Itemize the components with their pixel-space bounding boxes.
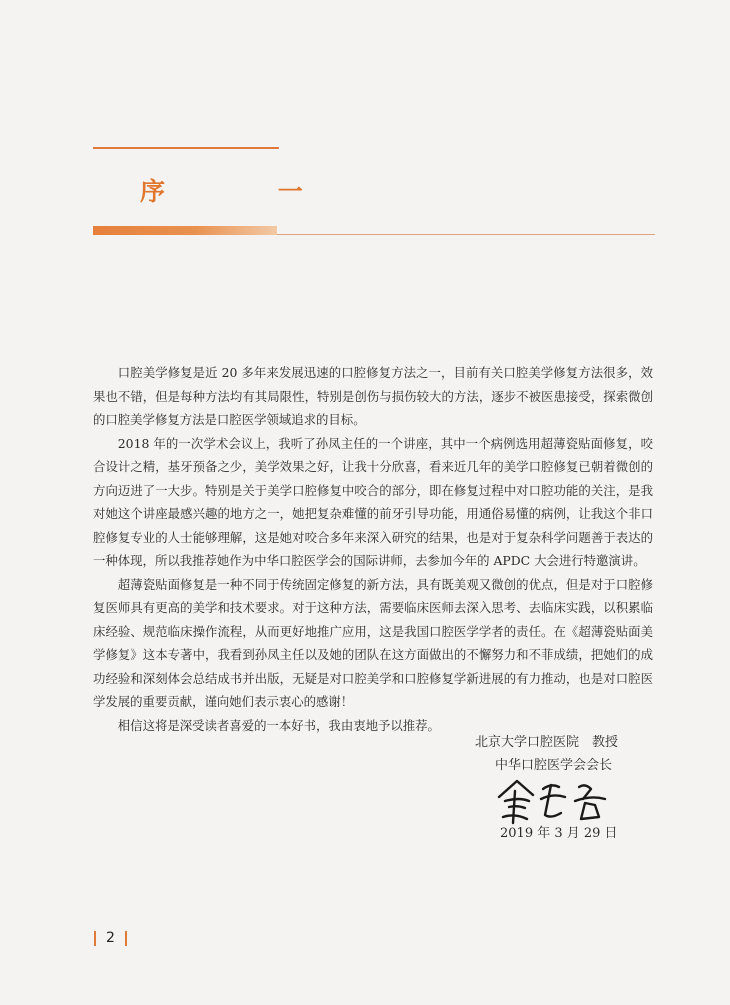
- author-role: 中华口腔医学会会长: [495, 758, 613, 773]
- title-top-rule: [93, 147, 279, 149]
- handwritten-signature: [495, 777, 615, 825]
- paragraph: 2018 年的一次学术会议上，我听了孙凤主任的一个讲座，其中一个病例选用超薄瓷贴面修复，咬合设计之精，基牙预备之少，美学效果之好，让我十分欣喜，看来近几年的美学口腔修复已朝着微创的方向迈进了一大步。特别是关于美学口腔修复中咬合的部分，即在修复过程中对口腔功能的关注，是我对她这个讲座最感兴趣的地方之一，她把复杂难懂的前牙引导功能，用通俗易懂的病例，让我这个非口腔修复专业的人士能够理解，这是她对咬合多年来深入研究的结果，也是对于复杂科学问题善于表达的一种体现，所以我推荐她作为中华口腔医学会的国际讲师，去参加今年的 APDC 大会进行特邀演讲。: [93, 435, 653, 568]
- title-underline-rule: [277, 234, 655, 235]
- title-underline-band: [93, 226, 277, 235]
- page-number-left-bar: [94, 931, 96, 946]
- paragraph: 口腔美学修复是近 20 多年来发展迅速的口腔修复方法之一，目前有关口腔美学修复方法很多，效果也不错，但是每种方法均有其局限性，特别是创伤与损伤较大的方法，逐步不被医患接受，探索微创的口腔美学修复方法是口腔医学领域追求的目标。: [93, 365, 653, 427]
- author-organization: 北京大学口腔医院 教授: [475, 735, 619, 750]
- page-number-right-bar: [125, 931, 127, 946]
- page-title: 序 一: [140, 177, 355, 206]
- paragraph: 相信这将是深受读者喜爱的一本好书，我由衷地予以推荐。: [117, 717, 440, 733]
- signature-date: 2019 年 3 月 29 日: [500, 826, 618, 841]
- page-number: 2: [106, 930, 115, 946]
- preface-body: [93, 361, 653, 737]
- paragraph: 超薄瓷贴面修复是一种不同于传统固定修复的新方法，具有既美观又微创的优点，但是对于口腔修复医师具有更高的美学和技术要求。对于这种方法，需要临床医师去深入思考、去临床实践，以积累临床经验、规范临床操作流程，从而更好地推广应用，这是我国口腔医学学者的责任。在《超薄瓷贴面美学修复》这本专著中，我看到孙凤主任以及她的团队在这方面做出的不懈努力和不菲成绩，把她们的成功经验和深刻体会总结成书并出版，无疑是对口腔美学和口腔修复学新进展的有力推动，也是对口腔医学发展的重要贡献，谨向她们表示衷心的感谢！: [93, 576, 653, 709]
- page-number-footer: [94, 929, 127, 947]
